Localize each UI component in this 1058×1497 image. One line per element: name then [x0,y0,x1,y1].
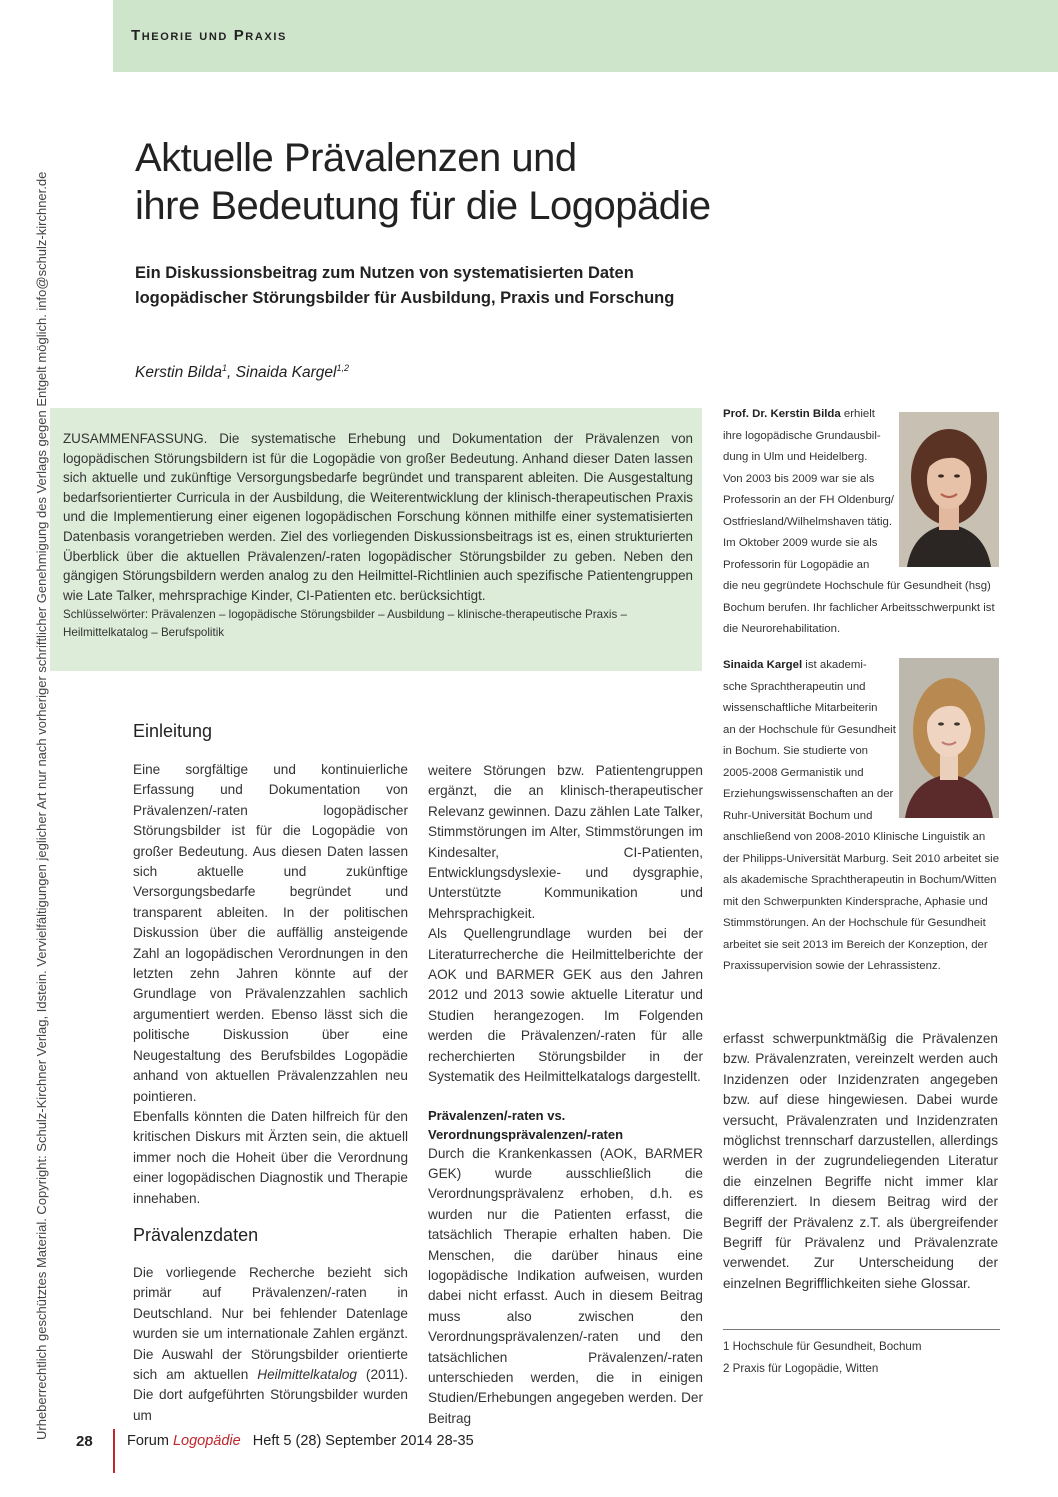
journal-brand: Logopädie [172,1433,241,1449]
bio1-line-0: Prof. Dr. Kerstin Bilda erhielt [723,408,875,420]
article-subtitle [135,261,735,311]
bio2-line-8: anschließend von 2008-2010 Klinische Linguistik an [723,831,986,843]
subheading-line-1: Prävalenzen/-raten vs. [428,1107,566,1123]
subtitle-line-2: logopädischer Störungsbilder für Ausbildung, Praxis und Forschung [135,289,675,307]
footer-accent-rule [113,1429,115,1473]
author-separator: , [227,364,236,382]
article-title [135,134,785,230]
paragraph-7: erfasst schwerpunktmäßig die Prävalenzen bzw. Prävalenzraten, vereinzelt werden auch Inzidenzen oder Inzidenzraten angegeben bzw. auf diese hingewiesen. Dabei wurde versucht, Prävalenzraten und Inzidenzraten möglichst trennscharf darzustellen, allerdings werden in der zugrundeliegenden Literatur die einzelnen Begriffe nicht immer klar differenziert. In diesem Beitrag wird der Begriff der Prävalenz z.T. als übergreifender Begriff für Prävalenz und Prävalenzrate verwendet. Zur Unterscheidung der einzelnen Begrifflichkeiten siehe Glossar. [723,1031,998,1291]
bio2-line-4: in Bochum. Sie studierte von [723,745,868,757]
bio1-line-10: die Neurorehabilitation. [723,623,841,635]
bio1-line-6: Im Oktober 2009 wurde sie als [723,537,878,549]
bio2-line-0: Sinaida Kargel ist akademi- [723,659,867,671]
author-bio-kargel [723,655,1013,978]
author-1-affiliation: 1 [222,363,228,373]
footnote-2: 2 Praxis für Logopädie, Witten [723,1362,879,1375]
title-line-2: ihre Bedeutung für die Logopädie [135,184,711,228]
body-column-3 [723,1029,998,1294]
copyright-notice: Urheberrechtlich geschütztes Material. Copyright: Schulz-Kirchner Verlag, Idstein. Vervielfältigungen jeglicher Art nur nach vorheriger schriftlicher Genehmigung des Verlags gegen Entgelt möglich. info@schulz-kirchner.de [34,171,49,1440]
paragraph-6: Durch die Krankenkassen (AOK, BARMER GEK) wurde ausschließlich die Verordnungsprävalenz erhoben, d.h. es wurden nur die Patienten erfasst, die tatsächlich Therapie erhalten haben. Die Menschen, die darüber hinaus eine logopädische Indikation aufweisen, wurden dabei nicht erfasst. Auch in diesem Beitrag muss also zwischen den Verordnungsprävalenzen/-raten und den tatsächlichen Prävalenzen/-raten unterschieden werden, die in einigen Studien/Erhebungen angegeben werden. Der Beitrag [428,1145,703,1426]
bio2-name: Sinaida Kargel [723,659,803,671]
page-number: 28 [76,1433,93,1450]
footnote-1: 1 Hochschule für Gesundheit, Bochum [723,1340,922,1353]
heading-einleitung: Einleitung [133,721,213,741]
author-line [135,363,349,382]
author-2: Sinaida Kargel [235,364,337,382]
subheading-line-2: Verordnungsprävalenzen/-raten [428,1126,624,1142]
paragraph-1: Eine sorgfältige und kontinuierliche Erfassung und Dokumentation von Prävalenzen/-raten logopädischer Störungsbilder ist für die Logopädie von großer Bedeutung. Aus diesen Daten lassen sich aktuelle und zukünftige Versorgungsbedarfe begründet und transparent ableiten. In der politischen Diskussion über die auffällig ansteigende Zahl an logopädischen Verordnungen in den letzten zehn Jahren könnte auf der Grundlage von Prävalenzzahlen sachlich argumentiert werden. Ebenso lässt sich die politische Diskussion über eine Neugestaltung des Berufsbildes Logopädie anhand von aktuellen Prävalenzzahlen neu pointieren. [133,762,408,1104]
bio2-line-11: mit den Schwerpunkten Kindersprache, Aphasie und [723,895,988,908]
title-line-1: Aktuelle Prävalenzen und [135,136,577,180]
bio2-line-7: Ruhr-Universität Bochum und [723,809,873,822]
bio2-line-13: arbeitet sie seit 2013 im Bereich der Konzeption, der [723,938,988,951]
author-1: Kerstin Bilda [135,364,223,382]
bio1-line-5: Ostfriesland/Wilhelmshaven tätig. [723,515,893,528]
issue-info: Heft 5 (28) September 2014 28-35 [252,1433,474,1449]
abstract-text: ZUSAMMENFASSUNG. Die systematische Erhebung und Dokumentation der Prävalenzen von logopädischen Störungsbildern ist für die Logopädie von großer Bedeutung. Anhand dieser Daten lassen sich aktuelle und zukünftige Versorgungsbedarfe begründet und transparent ableiten. Die Ausgestaltung bedarfsorientierter Curricula in der Ausbildung, die Weiterentwicklung der klinisch-therapeutischen Praxis und die Implementierung einer eigenen logopädischen Forschung können mithilfe einer systematisierten Datenbasis vorangetrieben werden. Ziel des vorliegenden Diskussionsbeitrags ist es, einen strukturierten Überblick über die aktuellen Prävalenzen/-raten logopädischer Störungsbilder zu geben. Neben den gängigen Störungsbildern werden analog zu den Heilmittel-Richtlinien auch spezifische Patientengruppen wie Late Talker, mehrsprachige Kinder, CI-Patienten etc. berücksichtigt. [63,431,693,603]
body-column-2 [428,761,703,1429]
bio1-line-9: Bochum berufen. Ihr fachlicher Arbeitsschwerpunkt ist [723,601,995,614]
bio1-line-7: Professorin für Logopädie an [723,558,870,571]
paragraph-5: Als Quellengrundlage wurden bei der Literaturrecherche die Heilmittelberichte der AOK und BARMER GEK aus den Jahren 2012 und 2013 sowie aktuelle Literatur und Studien herangezogen. Im Folgenden werden die Prävalenzen/-raten für alle recherchierten Störungsbilder in der Systematik des Heilmittelkatalogs dargestellt. [428,926,703,1085]
bio2-line-5: 2005-2008 Germanistik und [723,766,864,779]
bio1-line-3: Von 2003 bis 2009 war sie als [723,472,875,485]
footer-journal-info [127,1433,474,1449]
bio1-line-8: die neu gegründete Hochschule für Gesundheit (hsg) [723,580,991,592]
footnote-divider [723,1329,1000,1330]
footnotes [723,1336,922,1380]
subtitle-line-1: Ein Diskussionsbeitrag zum Nutzen von systematisierten Daten [135,264,634,282]
bio2-line-1: sche Sprachtherapeutin und [723,680,866,693]
journal-name: Forum [127,1433,169,1449]
bio1-line-4: Professorin an der FH Oldenburg/ [723,494,894,506]
subheading-verordnungspraevalenzen [428,1106,703,1144]
bio2-line-3: an der Hochschule für Gesundheit [723,723,896,736]
heading-praevalenzdaten: Prävalenzdaten [133,1224,259,1245]
bio2-line-2: wissenschaftliche Mitarbeiterin [723,702,878,714]
bio2-line-9: der Philipps-Universität Marburg. Seit 2010 arbeitet sie [723,852,1000,865]
bio2-line-12: Stimmstörungen. An der Hochschule für Gesundheit [723,917,986,929]
bio1-line-2: dung in Ulm und Heidelberg. [723,451,868,463]
heilmittelkatalog-reference: Heilmittelkatalog [257,1366,357,1382]
paragraph-2: Ebenfalls könnten die Daten hilfreich für den kritischen Diskurs mit Ärzten sein, die aktuell immer noch die Hoheit über die Verordnung einer logopädischen Diagnostik und Therapie innehaben. [133,1108,408,1206]
section-label: Theorie und Praxis [131,27,287,44]
keywords: Schlüsselwörter: Prävalenzen – logopädische Störungsbilder – Ausbildung – klinische-therapeutische Praxis – Heilmittelkatalog – Berufspolitik [63,608,627,640]
abstract [63,429,693,642]
paragraph-3: Die vorliegende Recherche bezieht sich primär auf Prävalenzen/-raten in Deutschland. Nur bei fehlender Datenlage wurden sie um internationale Zahlen ergänzt. Die Auswahl der Störungsbilder orientierte sich am aktuellen Heilmittelkatalog (2011). Die dort aufgeführten Störungsbilder wurden um [133,1264,408,1423]
bio1-name: Prof. Dr. Kerstin Bilda [723,408,841,420]
author-2-affiliation: 1,2 [336,363,349,373]
paragraph-4: weitere Störungen bzw. Patientengruppen ergänzt, die an klinisch-therapeutischer Relevanz gewinnen. Dazu zählen Late Talker, Stimmstörungen im Alter, Stimmstörungen im Kindesalter, CI-Patienten, Entwicklungsdyslexie- und dysgraphie, Unterstützte Kommunikation und Mehrsprachigkeit. [428,763,703,921]
author-bio-bilda [723,404,1013,641]
body-column-1 [133,719,408,1426]
bio2-line-6: Erziehungswissenschaften an der [723,788,894,800]
bio1-line-1: ihre logopädische Grundausbil- [723,429,881,442]
bio2-line-14: Praxissupervision sowie der Lehrassistenz. [723,960,941,972]
bio2-line-10: als akademische Sprachtherapeutin in Bochum/Witten [723,874,997,886]
